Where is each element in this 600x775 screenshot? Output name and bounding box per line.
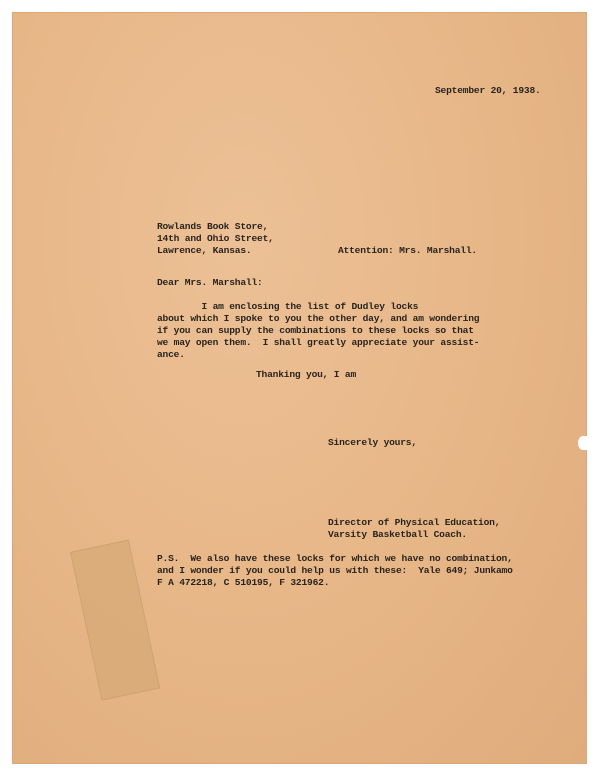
signature-block [328,517,500,541]
attention-line: Attention: Mrs. Marshall. [338,245,477,256]
address-line: 14th and Ohio Street, [157,233,274,244]
recipient-address [157,221,274,257]
ps-line: F A 472218, C 510195, F 321962. [157,577,330,588]
tape-stain [70,540,160,701]
closing: Sincerely yours, [328,437,417,448]
letter-date: September 20, 1938. [435,85,541,96]
address-line: Rowlands Book Store, [157,221,269,232]
signature-line: Varsity Basketball Coach. [328,529,467,540]
postscript [157,553,513,589]
signature-line: Director of Physical Education, [328,517,501,528]
letter-page [12,12,587,764]
body-line: if you can supply the combinations to these locks so that [157,325,474,336]
thanks-line: Thanking you, I am [256,369,357,380]
paper-notch [578,436,588,450]
letter-body [157,301,479,361]
body-line: ance. [157,349,185,360]
salutation: Dear Mrs. Marshall: [157,277,263,288]
ps-line: and I wonder if you could help us with these: Yale 649; Junkamo [157,565,513,576]
body-line: I am enclosing the list of Dudley locks [157,301,419,312]
address-line: Lawrence, Kansas. [157,245,252,256]
body-line: we may open them. I shall greatly appreciate your assist- [157,337,480,348]
body-line: about which I spoke to you the other day, and am wondering [157,313,480,324]
ps-line: P.S. We also have these locks for which we have no combination, [157,553,513,564]
